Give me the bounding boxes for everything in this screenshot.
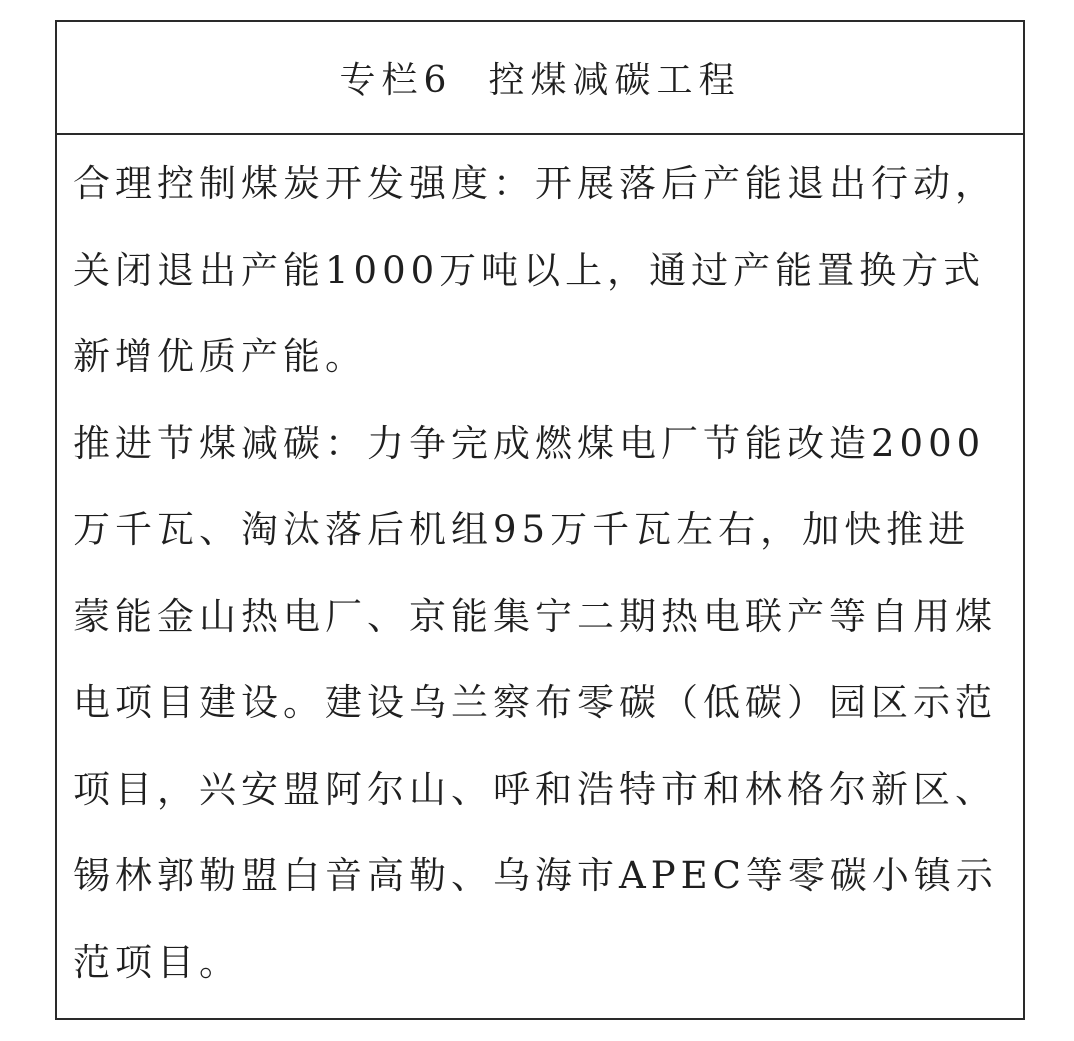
paragraph-carbon-reduction: 推进节煤减碳：力争完成燃煤电厂节能改造2000万千瓦、淘汰落后机组95万千瓦左右，加快推进蒙能金山热电厂、京能集宁二期热电联产等自用煤电项目建设。建设乌兰察布零碳（低碳）园区示范项目，兴安盟阿尔山、呼和浩特市和林格尔新区、锡林郭勒盟白音高勒、乌海市APEC等零碳小镇示范项目。 — [73, 421, 998, 984]
paragraph-coal-control: 合理控制煤炭开发强度：开展落后产能退出行动，关闭退出产能1000万吨以上，通过产能置换方式新增优质产能。 — [73, 162, 997, 378]
column-title: 控煤减碳工程 — [488, 60, 741, 101]
column-body — [57, 135, 1023, 1006]
column-box — [55, 20, 1025, 1020]
column-header — [57, 22, 1023, 135]
column-label: 专栏6 — [339, 60, 453, 101]
